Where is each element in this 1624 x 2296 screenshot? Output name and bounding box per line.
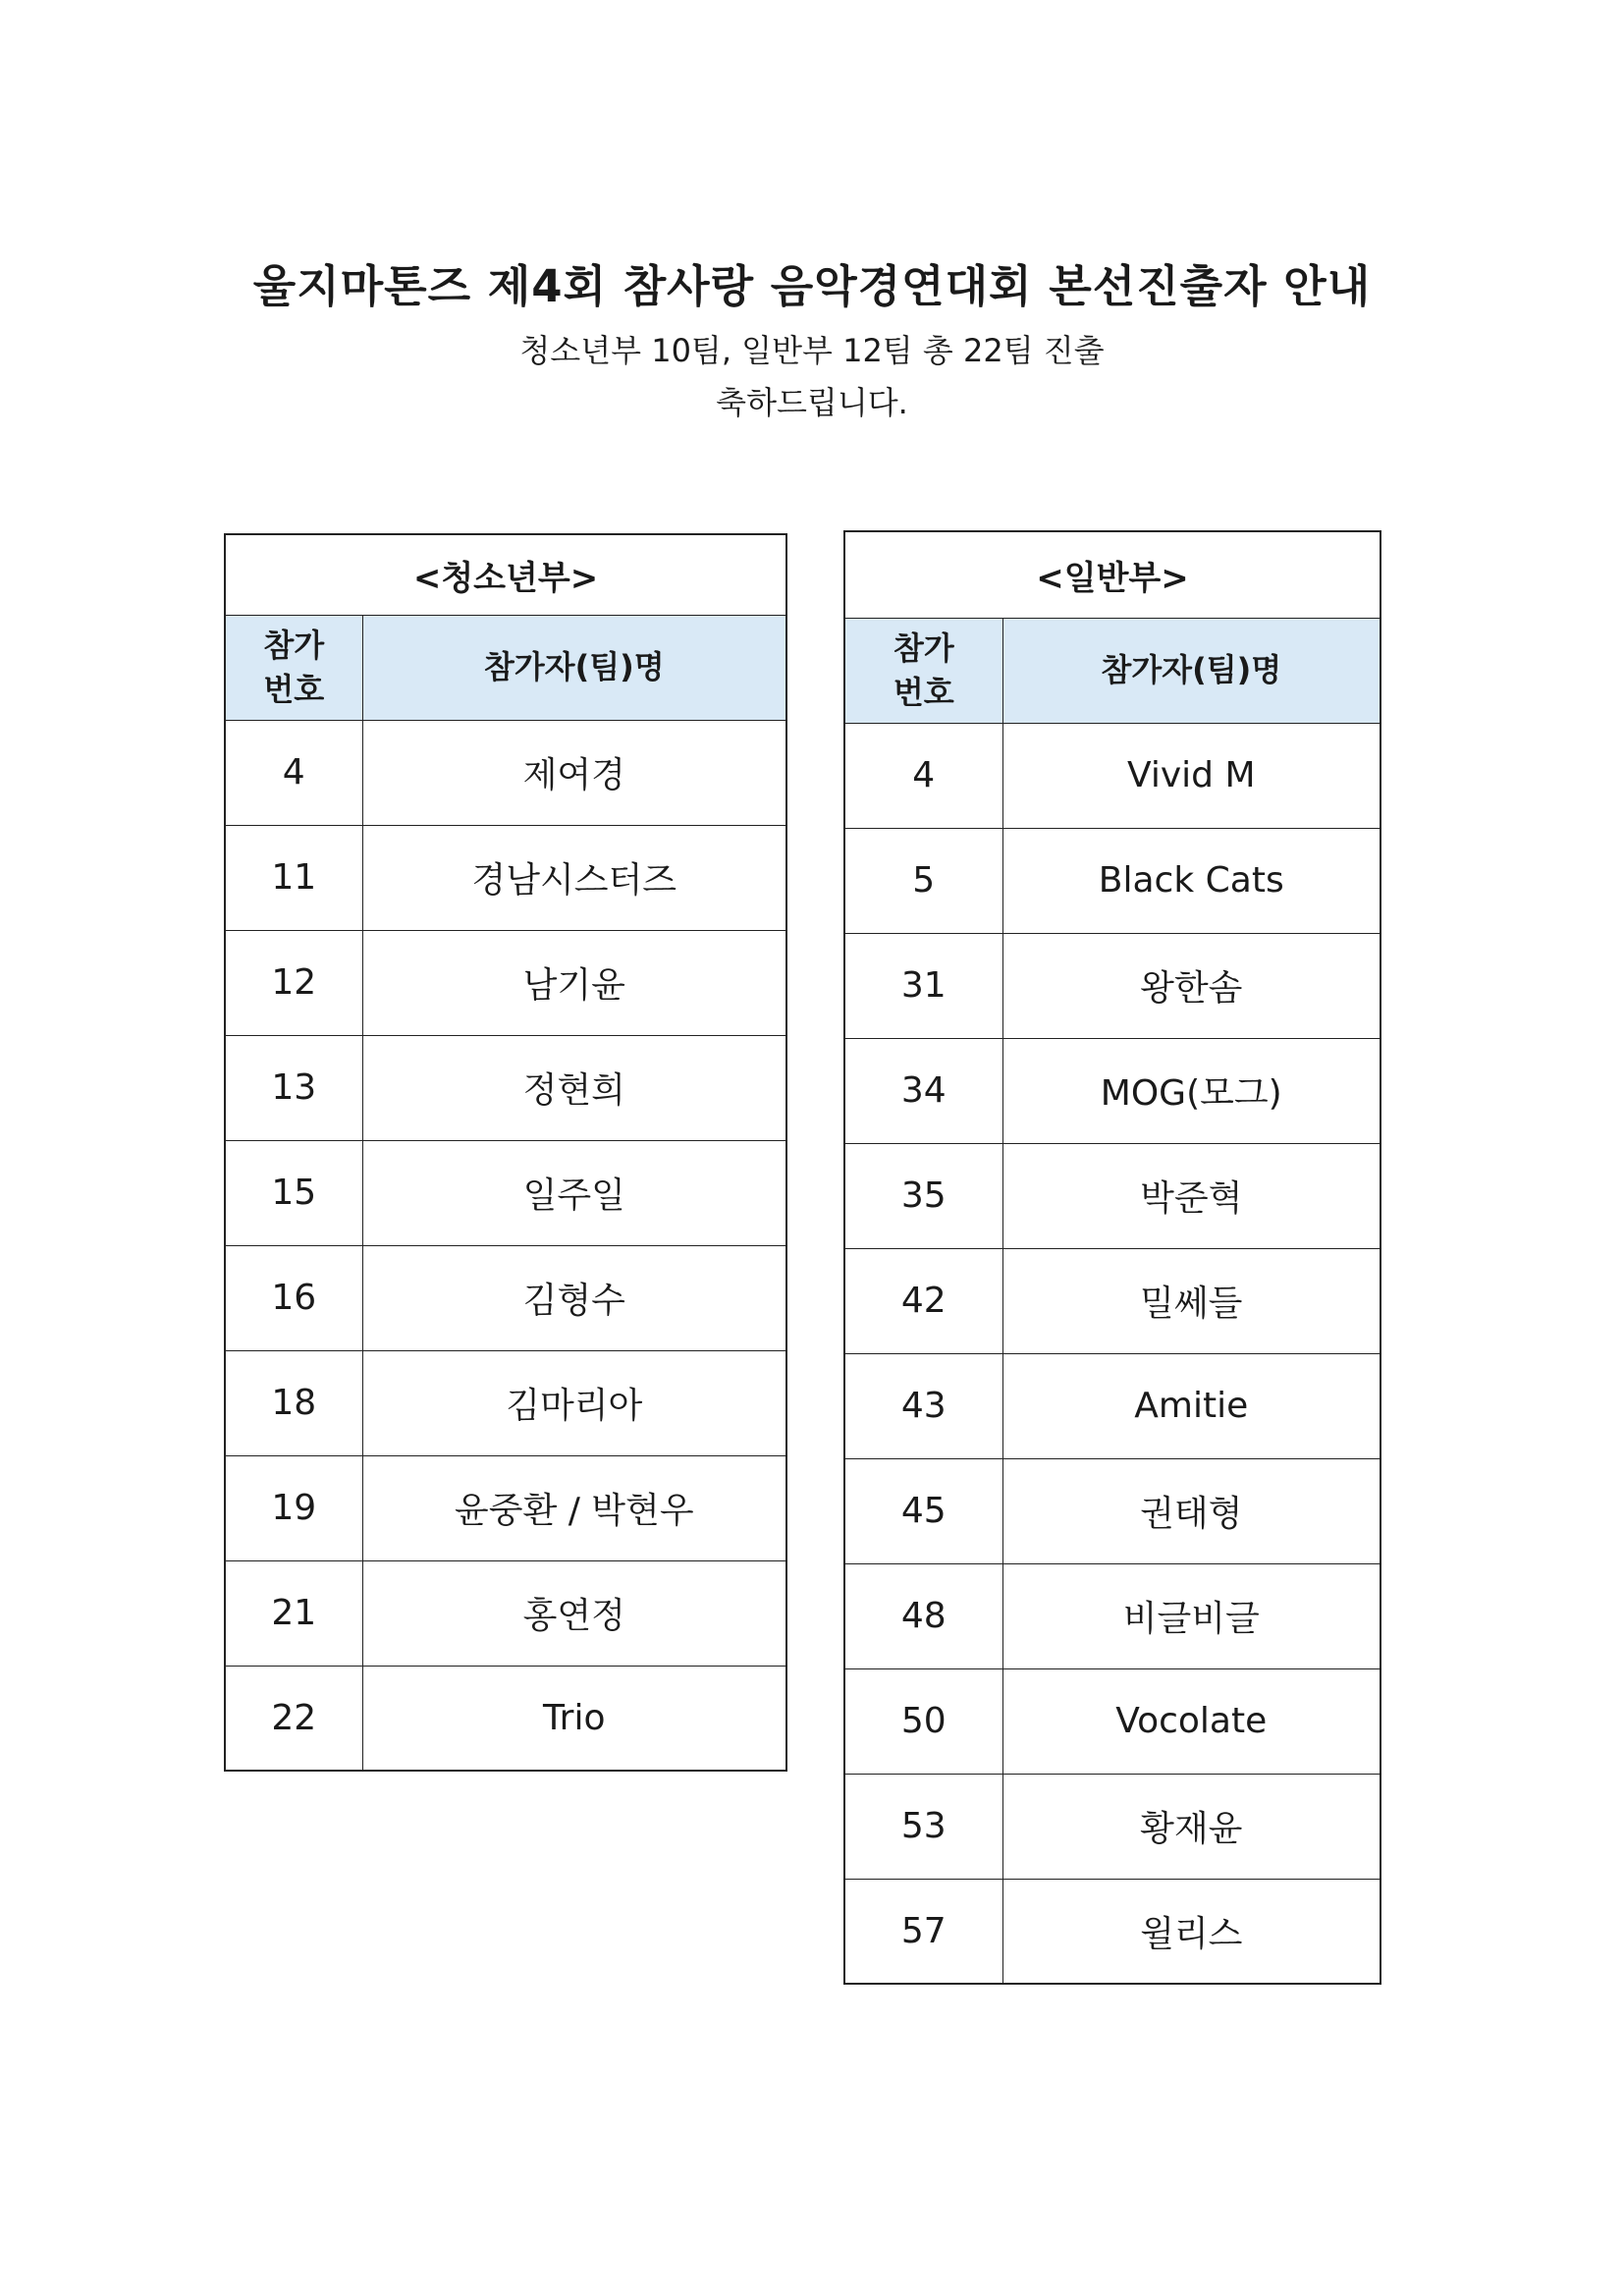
entry-number: 53 xyxy=(844,1774,1002,1879)
entry-name: 비글비글 xyxy=(1002,1563,1380,1668)
table-row xyxy=(225,825,786,930)
entry-number: 16 xyxy=(225,1245,362,1350)
entry-name: 경남시스터즈 xyxy=(362,825,786,930)
table-row xyxy=(225,1350,786,1455)
entry-name: 권태형 xyxy=(1002,1458,1380,1563)
entry-number: 57 xyxy=(844,1879,1002,1984)
table-row xyxy=(225,720,786,825)
entry-number: 35 xyxy=(844,1143,1002,1248)
table-row xyxy=(844,1248,1380,1353)
table-row xyxy=(844,1353,1380,1458)
entry-number: 42 xyxy=(844,1248,1002,1353)
table-row xyxy=(844,1563,1380,1668)
table-row xyxy=(225,1140,786,1245)
entry-number: 15 xyxy=(225,1140,362,1245)
table-row xyxy=(225,1560,786,1666)
entry-number: 48 xyxy=(844,1563,1002,1668)
entry-number: 13 xyxy=(225,1035,362,1140)
table-row xyxy=(225,1666,786,1771)
entry-name: MOG(모그) xyxy=(1002,1038,1380,1143)
entry-number: 4 xyxy=(225,720,362,825)
entry-number: 5 xyxy=(844,828,1002,933)
entry-number: 19 xyxy=(225,1455,362,1560)
youth-col-number: 참가 번호 xyxy=(225,615,362,720)
general-col-number: 참가 번호 xyxy=(844,618,1002,723)
table-row xyxy=(225,1035,786,1140)
entry-name: 정현희 xyxy=(362,1035,786,1140)
entry-number: 50 xyxy=(844,1668,1002,1774)
youth-col-name: 참가자(팀)명 xyxy=(362,615,786,720)
page-subtitle: 청소년부 10팀, 일반부 12팀 총 22팀 진출 xyxy=(519,332,1105,369)
entry-name: 남기윤 xyxy=(362,930,786,1035)
table-row xyxy=(844,1879,1380,1984)
entry-name: 윤중환 / 박현우 xyxy=(362,1455,786,1560)
entry-number: 4 xyxy=(844,723,1002,828)
youth-table-body xyxy=(225,720,786,1771)
table-row xyxy=(225,1455,786,1560)
entry-number: 11 xyxy=(225,825,362,930)
general-col-name: 참가자(팀)명 xyxy=(1002,618,1380,723)
entry-name: 제여경 xyxy=(362,720,786,825)
entry-number: 43 xyxy=(844,1353,1002,1458)
entry-number: 18 xyxy=(225,1350,362,1455)
entry-name: 김마리아 xyxy=(362,1350,786,1455)
entry-name: 박준혁 xyxy=(1002,1143,1380,1248)
general-table-body xyxy=(844,723,1380,1984)
entry-name: 황재윤 xyxy=(1002,1774,1380,1879)
entry-name: Vocolate xyxy=(1002,1668,1380,1774)
table-row xyxy=(844,1458,1380,1563)
table-row xyxy=(844,1774,1380,1879)
entry-number: 12 xyxy=(225,930,362,1035)
entry-number: 21 xyxy=(225,1560,362,1666)
entry-name: Trio xyxy=(362,1666,786,1771)
general-division-table xyxy=(843,530,1381,1985)
table-row xyxy=(844,1668,1380,1774)
table-row xyxy=(844,723,1380,828)
entry-number: 34 xyxy=(844,1038,1002,1143)
youth-section-title: <청소년부> xyxy=(225,534,786,615)
entry-name: 일주일 xyxy=(362,1140,786,1245)
general-section-title: <일반부> xyxy=(844,531,1380,618)
table-row xyxy=(225,930,786,1035)
entry-name: 윌리스 xyxy=(1002,1879,1380,1984)
entry-name: 밀쎄들 xyxy=(1002,1248,1380,1353)
table-row xyxy=(844,828,1380,933)
youth-division-table xyxy=(224,533,787,1772)
entry-name: 김형수 xyxy=(362,1245,786,1350)
entry-number: 22 xyxy=(225,1666,362,1771)
page-title: 울지마톤즈 제4회 참사랑 음악경연대회 본선진출자 안내 xyxy=(252,260,1372,312)
congratulations-text: 축하드립니다. xyxy=(716,384,908,421)
table-row xyxy=(225,1245,786,1350)
table-row xyxy=(844,1143,1380,1248)
entry-name: Vivid M xyxy=(1002,723,1380,828)
entry-name: 홍연정 xyxy=(362,1560,786,1666)
table-row xyxy=(844,1038,1380,1143)
entry-number: 45 xyxy=(844,1458,1002,1563)
entry-name: Black Cats xyxy=(1002,828,1380,933)
entry-name: Amitie xyxy=(1002,1353,1380,1458)
table-row xyxy=(844,933,1380,1038)
entry-number: 31 xyxy=(844,933,1002,1038)
entry-name: 왕한솜 xyxy=(1002,933,1380,1038)
